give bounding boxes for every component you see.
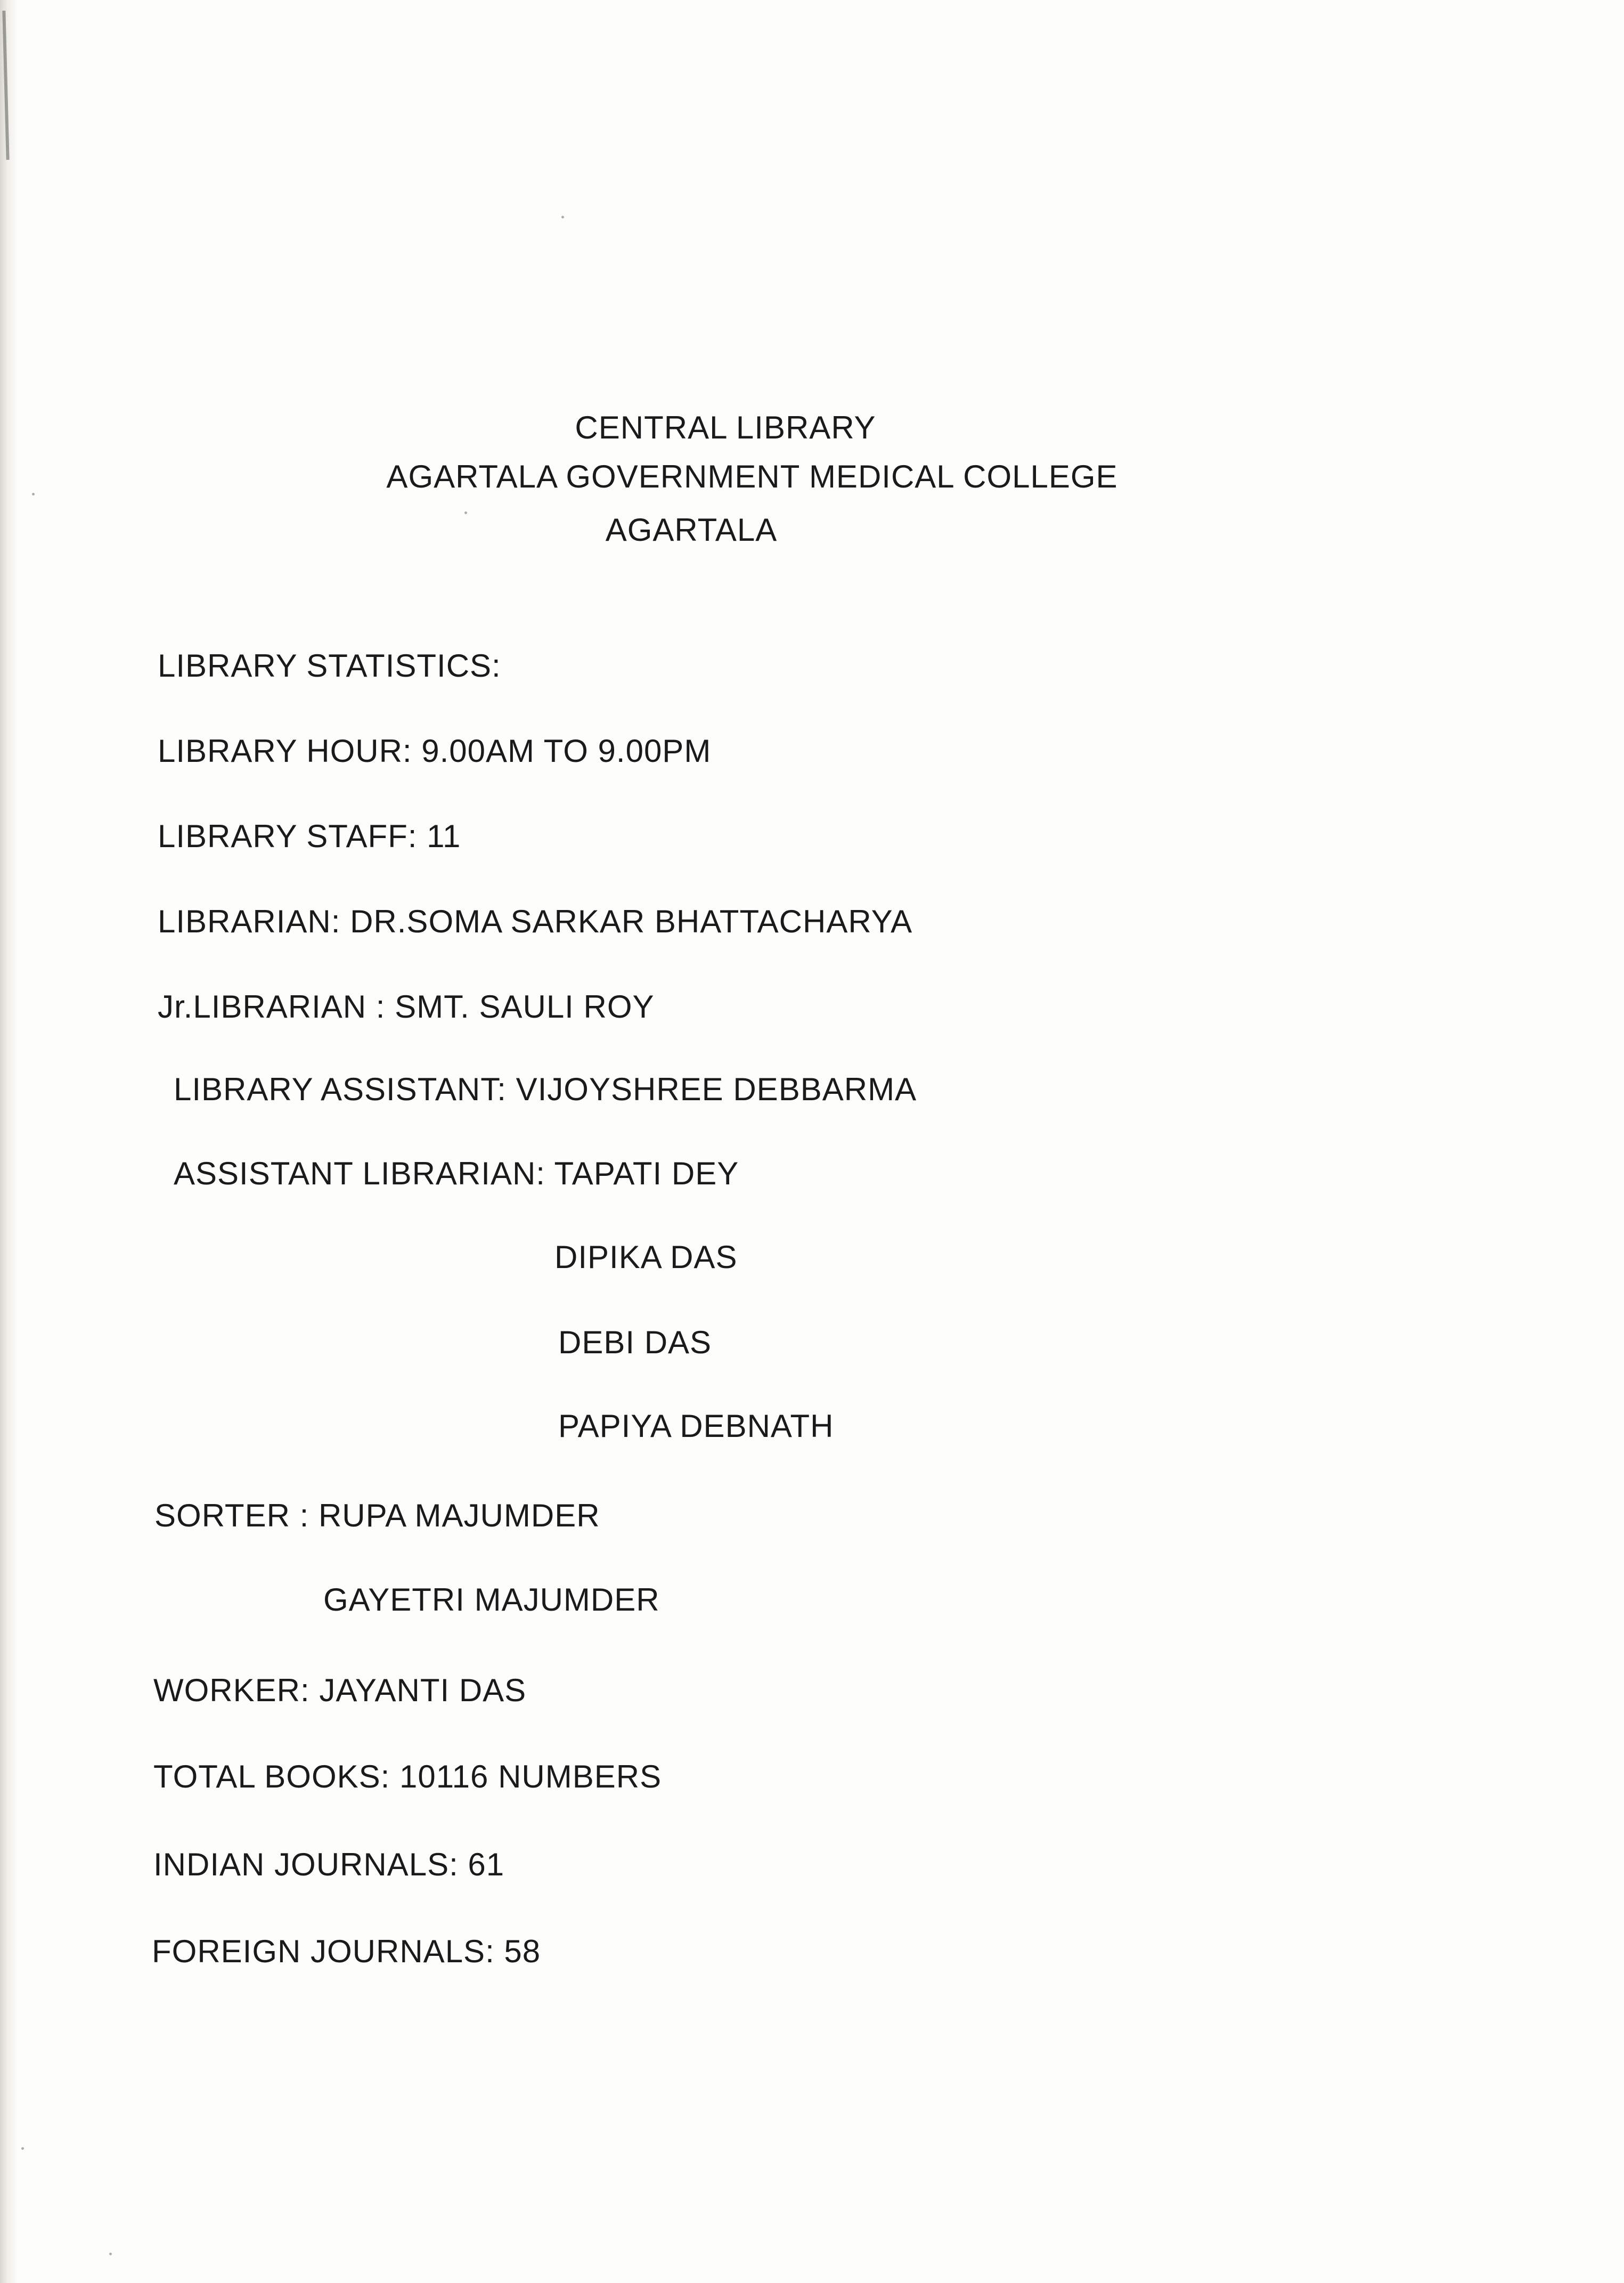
scan-speck	[561, 216, 564, 218]
scan-speck	[109, 2253, 112, 2255]
scan-speck	[464, 511, 467, 514]
library-assistant: LIBRARY ASSISTANT: VIJOYSHREE DEBBARMA	[174, 1071, 917, 1107]
page-edge-shadow	[0, 0, 18, 2283]
library-name: CENTRAL LIBRARY	[575, 410, 876, 445]
jr-librarian: Jr.LIBRARIAN : SMT. SAULI ROY	[158, 989, 655, 1025]
library-staff: LIBRARY STAFF: 11	[158, 818, 461, 854]
indian-journals: INDIAN JOURNALS: 61	[153, 1847, 505, 1882]
sorter: SORTER : RUPA MAJUMDER	[154, 1498, 600, 1533]
foreign-journals: FOREIGN JOURNALS: 58	[152, 1933, 541, 1969]
assistant-librarian: ASSISTANT LIBRARIAN: TAPATI DEY	[174, 1156, 739, 1191]
assistant-librarian-name: PAPIYA DEBNATH	[558, 1408, 834, 1444]
assistant-librarian-name: DIPIKA DAS	[554, 1239, 738, 1275]
city-name: AGARTALA	[605, 512, 778, 548]
librarian: LIBRARIAN: DR.SOMA SARKAR BHATTACHARYA	[158, 904, 913, 939]
library-hours: LIBRARY HOUR: 9.00AM TO 9.00PM	[158, 733, 712, 769]
assistant-librarian-name: DEBI DAS	[558, 1325, 712, 1360]
scan-speck	[21, 2147, 24, 2150]
sorter-name: GAYETRI MAJUMDER	[323, 1582, 660, 1618]
total-books: TOTAL BOOKS: 10116 NUMBERS	[153, 1759, 662, 1794]
worker: WORKER: JAYANTI DAS	[153, 1672, 527, 1708]
scan-speck	[32, 493, 35, 495]
college-name: AGARTALA GOVERNMENT MEDICAL COLLEGE	[386, 459, 1118, 494]
statistics-heading: LIBRARY STATISTICS:	[158, 648, 501, 684]
